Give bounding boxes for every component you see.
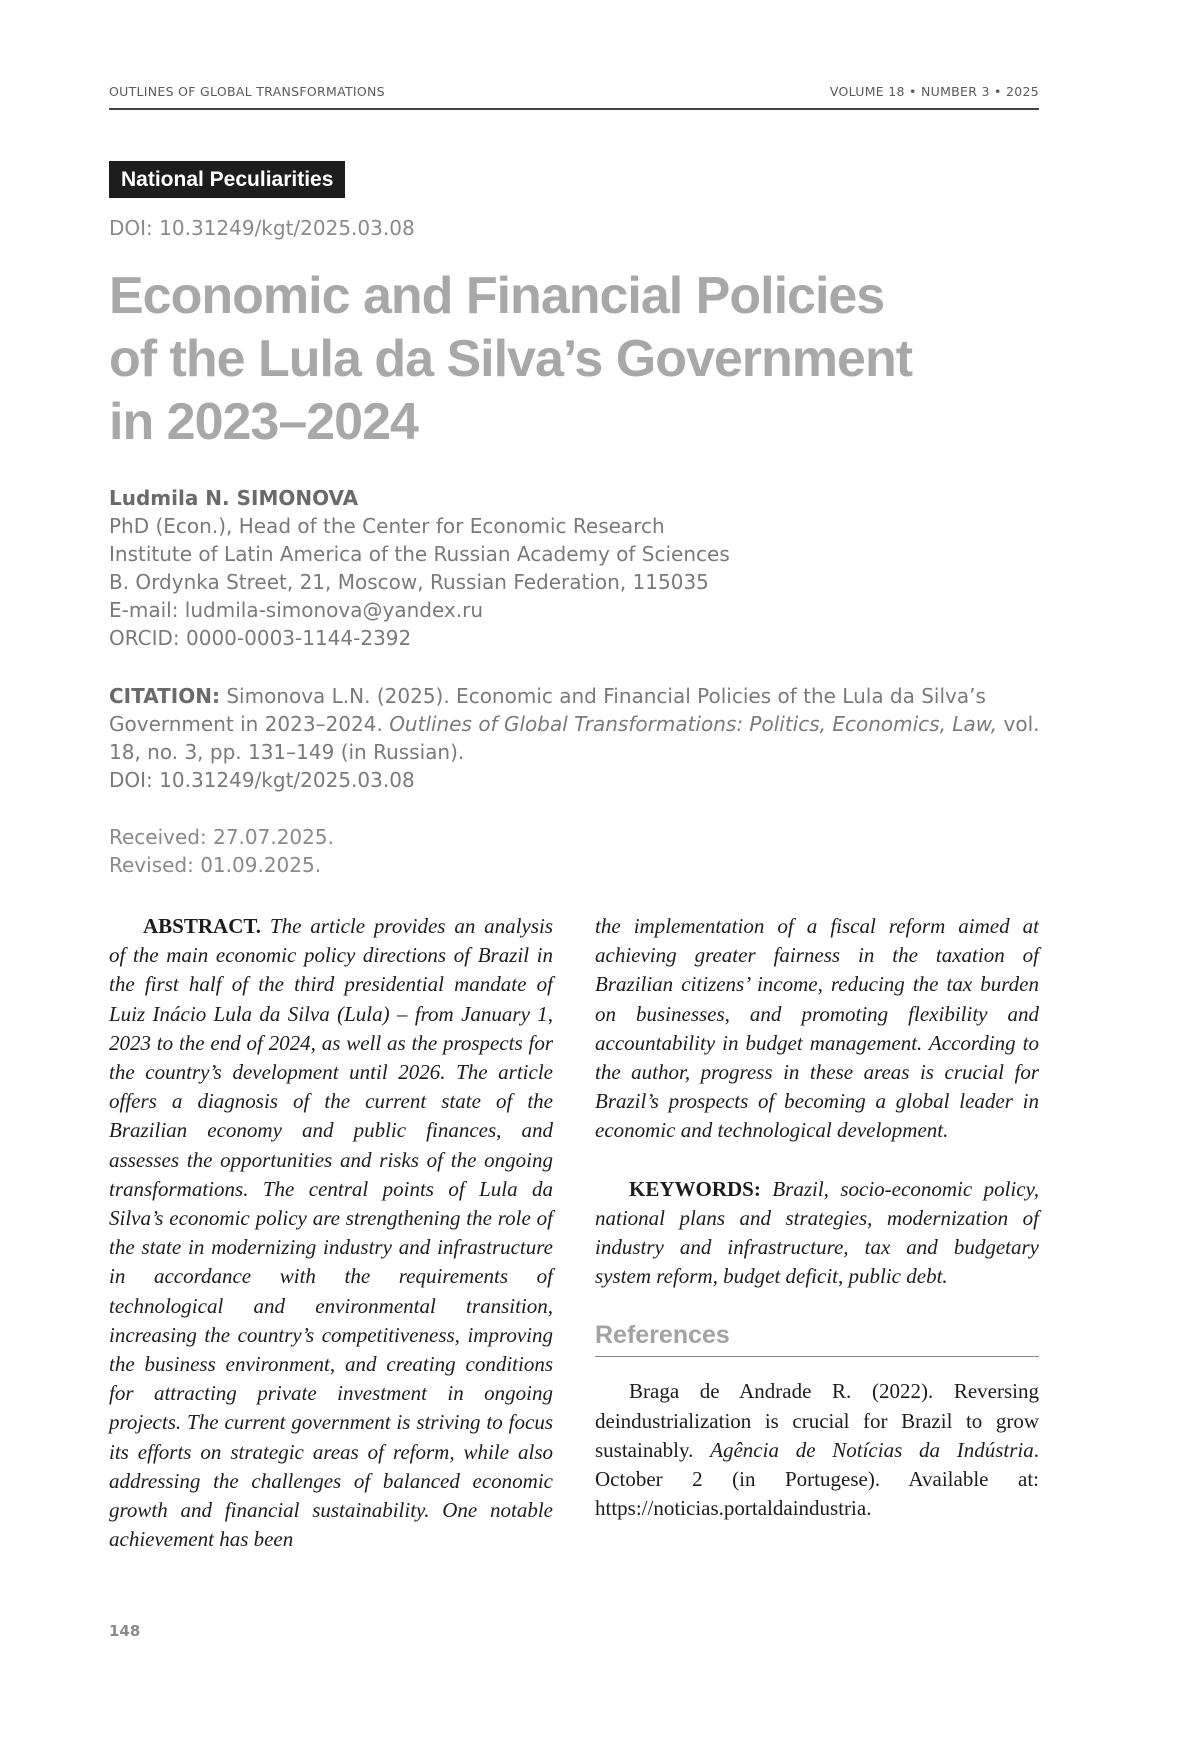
citation-volume: vol. 18, no. 3, pp. 131–149 (in Russian).: [109, 712, 1040, 764]
journal-name: OUTLINES OF GLOBAL TRANSFORMATIONS: [109, 84, 385, 99]
abstract-label: ABSTRACT.: [143, 914, 262, 938]
dates-block: [109, 823, 334, 879]
keywords-text: Brazil, socio-economic policy, national plans and strategies, modernization of industry and infrastructure, tax and budgetary system reform, budget deficit, public debt.: [595, 1176, 1039, 1289]
article-title: [109, 265, 929, 454]
title-line: of the Lula da Silva’s Government: [109, 330, 913, 388]
author-institute: Institute of Latin America of the Russian Academy of Sciences: [109, 542, 730, 566]
author-name: Ludmila N. SIMONOVA: [109, 486, 359, 510]
doi-top: DOI: 10.31249/kgt/2025.03.08: [109, 216, 415, 240]
received-date: Received: 27.07.2025.: [109, 825, 334, 849]
left-column: [109, 912, 553, 1554]
header-rule: [109, 108, 1039, 110]
page-number: 148: [109, 1622, 141, 1640]
revised-date: Revised: 01.09.2025.: [109, 853, 322, 877]
section-badge: National Peculiarities: [109, 161, 345, 198]
abstract: [109, 912, 553, 1554]
issue-info: VOLUME 18 • NUMBER 3 • 2025: [829, 84, 1039, 99]
right-column: [595, 912, 1039, 1523]
author-email: E-mail: ludmila-simonova@yandex.ru: [109, 598, 484, 622]
reference-tail: . October 2 (in Portugese). Available at: https://noticias.portaldaindustria.: [595, 1437, 1040, 1521]
abstract-continuation: the implementation of a fiscal reform aimed at achieving greater fairness in the taxation of Brazilian citizens’ income, reducing the tax burden on businesses, and promoting flexibility and accountability in budget management. According to the author, progress in these areas is crucial for Brazil’s prospects of becoming a global leader in economic and technological development.: [595, 914, 1039, 1143]
author-address: B. Ordynka Street, 21, Moscow, Russian Federation, 115035: [109, 570, 709, 594]
reference-item: [595, 1377, 1039, 1523]
citation-doi: DOI: 10.31249/kgt/2025.03.08: [109, 768, 415, 792]
reference-text: Braga de Andrade R. (2022). Reversing deindustrialization is crucial for Brazil to grow sustainably.: [595, 1379, 1039, 1462]
citation-label: CITATION:: [109, 684, 220, 708]
reference-source: Agência de Notícias da Indústria: [710, 1437, 1034, 1462]
citation-block: [109, 682, 1044, 794]
keywords: [595, 1175, 1039, 1292]
citation-journal: Outlines of Global Transformations: Politics, Economics, Law,: [389, 712, 998, 736]
author-position: PhD (Econ.), Head of the Center for Economic Research: [109, 514, 665, 538]
abstract-text: The article provides an analysis of the main economic policy directions of Brazil in the first half of the third presidential mandate of Luiz Inácio Lula da Silva (Lula) – from January 1, 2023 to the end of 2024, as well as the prospects for the country’s development until 2026. The article offers a diagnosis of the current state of the Brazilian economy and public finances, and assesses the opportunities and risks of the ongoing transformations. The central points of Lula da Silva’s economic policy are strengthening the role of the state in modernizing industry and infrastructure in accordance with the requirements of technological and environmental transition, increasing the country’s competitiveness, improving the business environment, and creating conditions for attracting private investment in ongoing projects. The current government is striving to focus its efforts on strategic areas of reform, while also addressing the challenges of balanced economic growth and financial sustainability. One notable achievement has been: [109, 914, 554, 1552]
title-line: in 2023–2024: [109, 393, 418, 451]
title-line: Economic and Financial Policies: [109, 267, 885, 325]
author-block: [109, 484, 1039, 652]
keywords-label: KEYWORDS:: [629, 1176, 761, 1201]
citation-text: Simonova L.N. (2025). Economic and Financial Policies of the Lula da Silva’s Government in 2023–2024.: [109, 684, 986, 736]
running-header: [109, 84, 1039, 99]
references-heading: References: [595, 1321, 1039, 1357]
author-orcid: ORCID: 0000-0003-1144-2392: [109, 626, 412, 650]
